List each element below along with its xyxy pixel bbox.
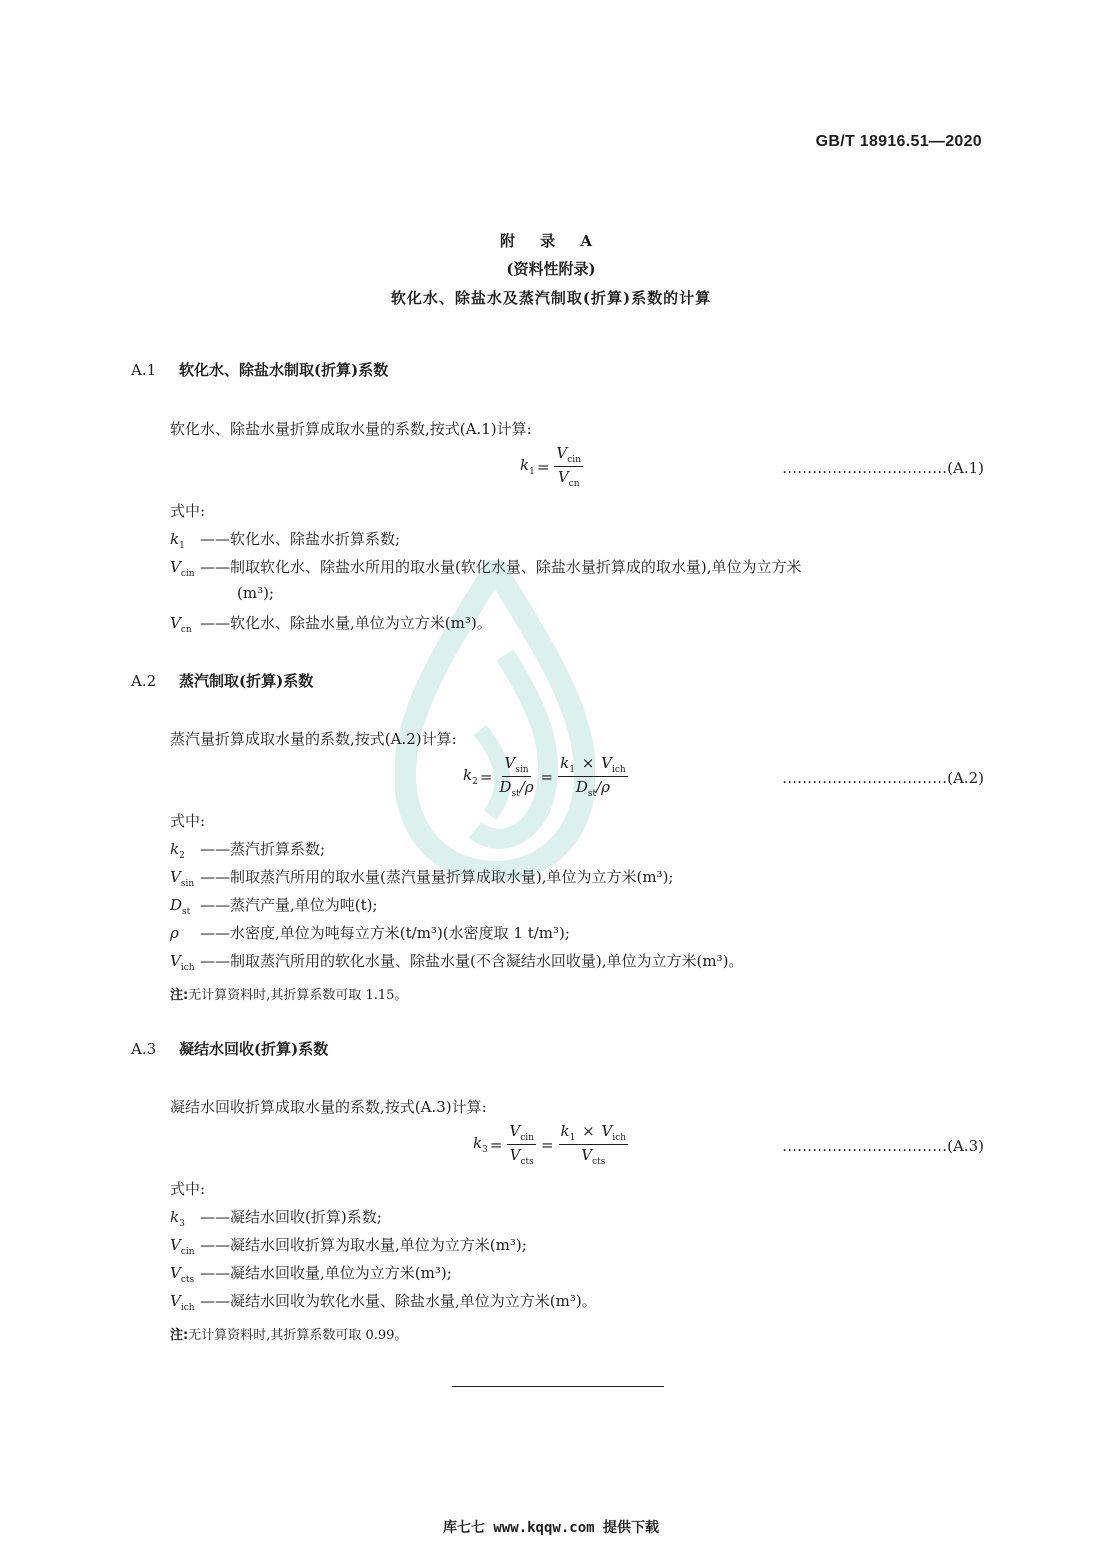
note: 注:无计算资料时,其折算系数可取 0.99。 xyxy=(170,1328,408,1343)
section-title: 蒸汽制取(折算)系数 xyxy=(179,672,314,690)
footer-download-text: 库七七 www.kqqw.com 提供下载 xyxy=(442,1520,659,1536)
formula-a3: $k_3$ = $\frac{V_{cin}}{V_{cts}}$ = $\frac{k_1 \times V_{ich}}{V_{cts}}$ xyxy=(473,1122,627,1167)
definition-line: $k_2$ ——蒸汽折算系数; xyxy=(170,840,326,861)
definition-line: $k_3$ ——凝结水回收(折算)系数; xyxy=(170,1208,382,1229)
formula-a1: $k_1$ = $\frac{V_{cin}}{V_{cn}}$ xyxy=(520,444,581,489)
formula-a2: $k_2$ = $\frac{V_{sin}}{D_{st}/\rho}$ = $\frac{k_1 \times V_{ich}}{D_{st}/\rho}$ xyxy=(463,754,626,799)
section-a3-intro: 凝结水回收折算成取水量的系数,按式(A.3)计算: xyxy=(170,1098,487,1116)
where-label: 式中: xyxy=(170,1180,206,1198)
section-a1-intro: 软化水、除盐水量折算成取水量的系数,按式(A.1)计算: xyxy=(170,420,532,438)
definition-continuation: (m³); xyxy=(237,584,274,602)
equation-number-a1: ……………………………(A.1) xyxy=(782,459,984,477)
definition-line: ρ ——水密度,单位为吨每立方米(t/m³)(水密度取 1 t/m³); xyxy=(170,924,570,942)
definition-line: $k_1$ ——软化水、除盐水折算系数; xyxy=(170,530,401,551)
section-a2-intro: 蒸汽量折算成取水量的系数,按式(A.2)计算: xyxy=(170,730,457,748)
definition-line: $V_{sin}$ ——制取蒸汽所用的取水量(蒸汽量量折算成取水量),单位为立方米(m³); xyxy=(170,868,674,889)
definition-line: $V_{cn}$ ——软化水、除盐水量,单位为立方米(m³)。 xyxy=(170,614,492,635)
watermark-drop-logo xyxy=(395,560,595,880)
equation-number-a2: ……………………………(A.2) xyxy=(782,769,984,787)
section-a1-heading xyxy=(131,359,388,380)
end-rule xyxy=(452,1386,664,1387)
annex-type: (资料性附录) xyxy=(506,260,596,278)
section-number: A.1 xyxy=(131,361,157,379)
where-label: 式中: xyxy=(170,812,206,830)
definition-line: $D_{st}$ ——蒸汽产量,单位为吨(t); xyxy=(170,896,378,917)
definition-line: $V_{ich}$ ——凝结水回收为软化水量、除盐水量,单位为立方米(m³)。 xyxy=(170,1292,597,1313)
where-label: 式中: xyxy=(170,502,206,520)
section-number: A.2 xyxy=(131,672,157,690)
annex-subtitle: 软化水、除盐水及蒸汽制取(折算)系数的计算 xyxy=(390,289,712,307)
annex-title: 附 录 A xyxy=(499,232,603,250)
definition-line: $V_{cts}$ ——凝结水回收量,单位为立方米(m³); xyxy=(170,1264,452,1285)
section-a2-heading xyxy=(131,670,313,691)
equation-number-a3: ……………………………(A.3) xyxy=(782,1137,984,1155)
section-title: 软化水、除盐水制取(折算)系数 xyxy=(179,361,389,379)
definition-line: $V_{cin}$ ——凝结水回收折算为取水量,单位为立方米(m³); xyxy=(170,1236,527,1257)
definition-line: $V_{ich}$ ——制取蒸汽所用的软化水量、除盐水量(不含凝结水回收量),单位为立方米(m³)。 xyxy=(170,952,744,973)
note: 注:无计算资料时,其折算系数可取 1.15。 xyxy=(170,988,408,1003)
standard-number: GB/T 18916.51—2020 xyxy=(815,133,982,150)
definition-line: $V_{cin}$ ——制取软化水、除盐水所用的取水量(软化水量、除盐水量折算成的取水量),单位为立方米 xyxy=(170,558,802,579)
section-number: A.3 xyxy=(131,1040,157,1058)
section-a3-heading xyxy=(131,1038,328,1059)
section-title: 凝结水回收(折算)系数 xyxy=(179,1040,329,1058)
